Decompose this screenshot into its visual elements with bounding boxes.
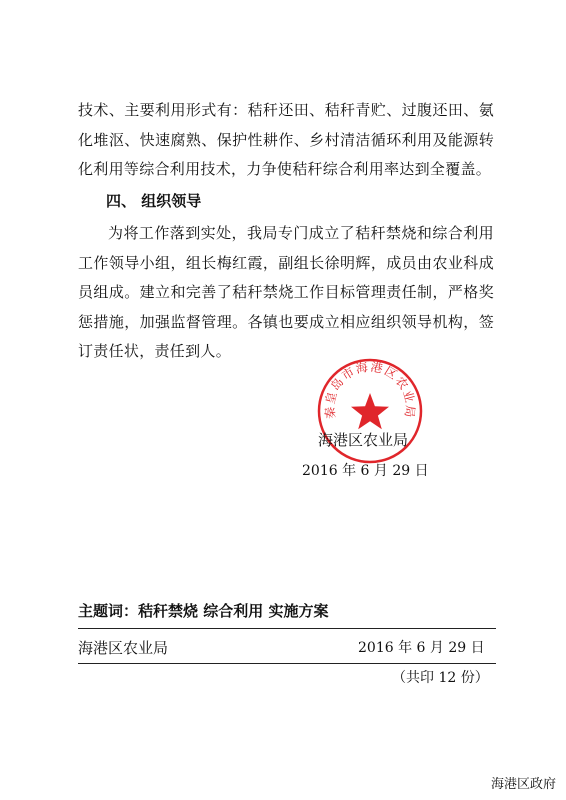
seal-text: 秦皇岛市海港区农业局	[322, 359, 418, 420]
signature-organization: 海港区农业局	[318, 431, 409, 449]
watermark-label: 海港区政府	[490, 777, 556, 792]
print-copies: （共印 12 份）	[392, 670, 489, 686]
subject-keywords: 主题词：秸秆禁烧 综合利用 实施方案	[78, 602, 329, 620]
body-paragraph-1: 技术、主要利用形式有：秸秆还田、秸秆青贮、过腹还田、氨化堆沤、快速腐熟、保护性耕作、乡村清洁循环利用及能源转化利用等综合利用技术，力争使秸秆综合利用率达到全覆盖。	[78, 101, 494, 178]
footer-divider-bottom	[78, 663, 496, 664]
seal-star-icon	[351, 393, 389, 429]
signature-date: 2016 年 6 月 29 日	[302, 463, 429, 479]
body-paragraph-2: 为将工作落到实处，我局专门成立了秸秆禁烧和综合利用工作领导小组，组长梅红霞，副组长徐明辉，成员由农业科成员组成。建立和完善了秸秆禁烧工作目标管理责任制，严格奖惩措施，加强监督管理。各镇也要成立相应组织领导机构，签订责任状，责任到人。	[78, 224, 494, 360]
footer-divider-top	[78, 628, 496, 629]
section-heading: 四、 组织领导	[106, 192, 202, 210]
issue-date: 2016 年 6 月 29 日	[358, 640, 485, 656]
issuer-name: 海港区农业局	[78, 639, 169, 657]
